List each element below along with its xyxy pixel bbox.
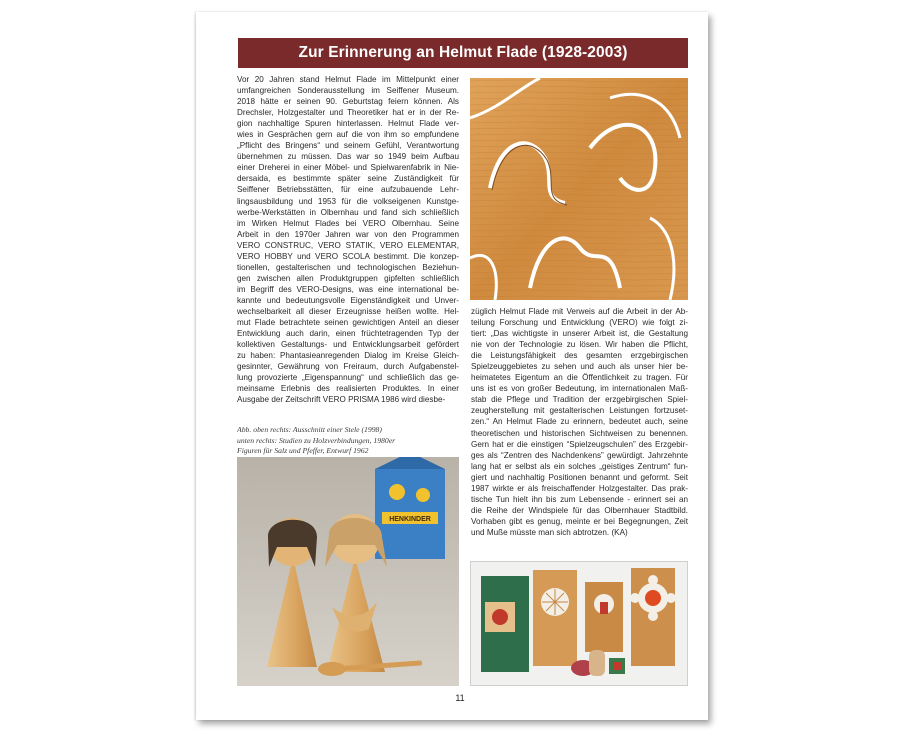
caption-line: Figuren für Salz und Pfeffer, Entwurf 1962 (237, 446, 369, 455)
text-line: tionellen, gestalterischen und technologischen Beziehun- (237, 262, 459, 272)
text-line: dersaida, es bestimmte später seine Zuständigkeit für (237, 174, 459, 184)
text-line: Entwicklung auch darin, einen früchtetragenden Typ der (237, 329, 459, 339)
text-line: Vorhaben gibt es genug, meinte er bei Begegnungen, Zeit (471, 516, 688, 526)
text-line: Arbeit in den 1970er Jahren war von den Programmen (237, 229, 459, 239)
text-line: 1987 wirkte er als freischaffender Holzgestalter. Das prak- (471, 483, 688, 493)
text-line: gen zwischen allen Produktgruppen gipfelten schließlich (237, 273, 459, 283)
text-line: Vor 20 Jahren stand Helmut Flade im Mittelpunkt einer (237, 75, 459, 84)
article-body-left-column (237, 74, 459, 405)
text-line: VERO CONSTRUC, VERO STATIK, VERO ELEMENTAR, (237, 240, 459, 250)
text-line: giert und nachhaltig Positionen benannt und geformt. Seit (471, 472, 688, 482)
text-line: tische Tun hielt ihn bis zum Lebensende - erinnert sei an (471, 494, 688, 504)
caption-line: Abb. oben rechts: Ausschnitt einer Stele (1998) (237, 425, 382, 434)
text-line: wies in Gesprächen gern auf die von ihm so empfundene (237, 130, 459, 140)
text-line: umfangreichen Sonderausstellung im Seiffener Museum. (237, 86, 459, 96)
text-line: lang hat er selbst als ein solches „geistiges Zentrum“ fun- (471, 461, 688, 471)
text-line: Spielzeuggebietes zu sehen und auch als unser hier be- (471, 362, 688, 372)
photo-wood-joint-studies (470, 561, 688, 686)
text-line: werbe-Werkstätten in Olbernhau und fand sich schließlich (237, 207, 459, 217)
text-line: einer Dreherei in einer Möbel- und Spielwarenfabrik in Nie- (237, 163, 459, 173)
text-line: gesinnter, Gewährung von Freiraum, durch Aufgabenstel- (237, 362, 459, 372)
text-line: kollektiven Gestaltungs- und Entwicklungsarbeit gefördert (237, 340, 459, 350)
text-line: kannte und bedeutungsvolle Eigenständigkeit und Unver- (237, 295, 459, 305)
text-line: uns ist es von großer Bedeutung, im internationalen Maß- (471, 384, 688, 394)
text-line: teilung Forschung und Entwicklung (VERO) wie folgt zi- (471, 318, 688, 328)
page-number: 11 (455, 693, 465, 703)
photo-stele-detail (470, 78, 688, 300)
text-line: die Reihe der Windspiele für das Olbernhauer Stadtbild. (471, 505, 688, 515)
text-line: zeugherstellung mit gestalterischen Leistungen fortzuset- (471, 406, 688, 416)
text-line: die Leistungsfähigkeit des gesamten erzgebirgischen (471, 351, 688, 361)
text-line: theoretischen und historischen Sichtweisen zu benennen. (471, 428, 688, 438)
text-line: Seiffener Betriebsstätten, für eine aufzubauende Lehr- (237, 185, 459, 195)
text-line: „Pflicht des Bringens“ und seinem Gefühl, Verantwortung (237, 141, 459, 151)
text-line: zu haben: Phantasieanregenden Dialog im Kreise Gleich- (237, 351, 459, 361)
text-line: Drechsler, Holzgestalter und Theoretiker hat er in der Re- (237, 108, 459, 118)
text-line: VERO HOBBY und VERO SCOLA bestimmt. Die konzep- (237, 251, 459, 261)
photo-salt-pepper-figures (237, 457, 459, 686)
text-line: tiert: „Das wichtigste in unserer Arbeit ist, die Gestaltung (471, 329, 688, 339)
text-line: lingsausbildung und 1953 für die volkseigenen Kunstge- (237, 196, 459, 206)
article-body-right-column (471, 306, 688, 538)
text-line: gion nachhaltige Spuren hinterlassen. Helmut Flade ver- (237, 119, 459, 129)
text-line: meinsame Erlebnis des realisierten Produktes. In einer (237, 384, 459, 394)
text-line: ges als “Zentren des Nachdenkens” gewürdigt. Jahrzehnte (471, 450, 688, 460)
text-line: 2018 hätte er seinen 90. Geburtstag feiern können. Als (237, 97, 459, 107)
caption-line: unten rechts: Studien zu Holzverbindungen, 1980er (237, 435, 396, 445)
text-line: wechselbarkeit all dieser Erzeugnisse heißen wollte. Hel- (237, 306, 459, 316)
article-title-bar (238, 38, 688, 68)
text-line: Ausgabe der Zeitschrift VERO PRISMA 1986 wird diesbe- (237, 395, 446, 405)
photo-captions (237, 425, 459, 457)
text-line: mut Flade betrachtete seinen gewichtigen Anteil an dieser (237, 318, 459, 328)
text-line: übernehmen zu müssen. Das war so 1949 beim Aufbau (237, 152, 459, 162)
text-line: und Muße müsste man sich abtrotzen. (KA) (471, 527, 628, 537)
text-line: lung provozierte „Eigenspannung“ und schließlich das ge- (237, 373, 459, 383)
text-line: stab die Pflege und Tradition der erzgebirgischen Spiel- (471, 395, 688, 405)
article-title: Zur Erinnerung an Helmut Flade (1928-2003) (298, 44, 628, 61)
text-line: nie von der Technologie zu lösen. Wir haben die Pflicht, (471, 340, 688, 350)
text-line: heimatetes Eigentum an die Öffentlichkeit zu tragen. Für (471, 373, 688, 383)
text-line: im Wirken Helmut Flades bei VERO Olbernhau. Seine (237, 218, 459, 228)
box-label: HENKINDER (389, 516, 431, 523)
text-line: züglich Helmut Flade mit Verweis auf die Arbeit in der Ab- (471, 307, 688, 316)
text-line: Gern hat er die einstigen “Spielzeugschulen” des Erzgebir- (471, 439, 688, 449)
text-line: zen.“ An Helmut Flade zu erinnern, bedeutet auch, seine (471, 417, 688, 427)
text-line: im Begriff des VERO-Designs, was eine international be- (237, 284, 459, 294)
